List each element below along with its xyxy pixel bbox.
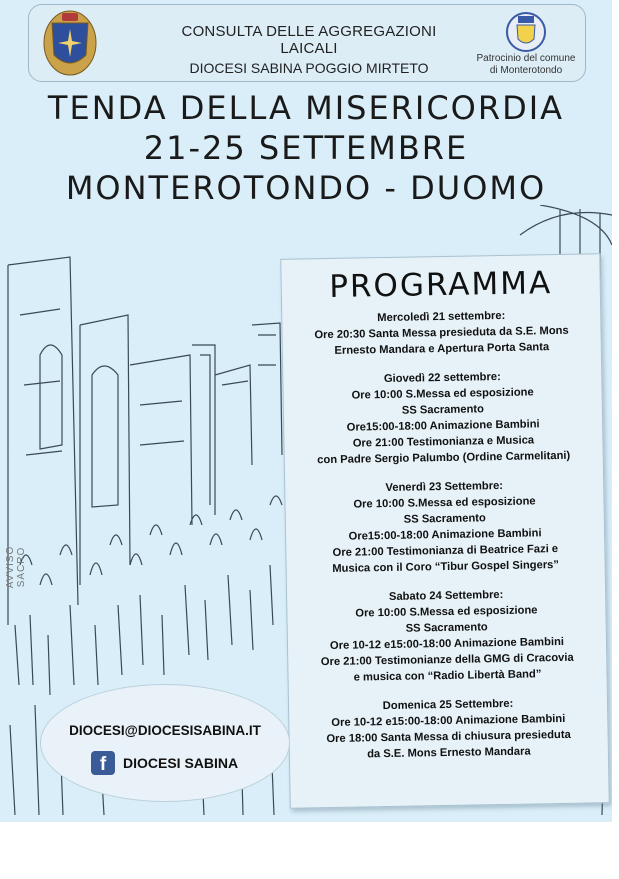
program-line: Ore 21:00 Testimonianza di Beatrice Fazi e <box>332 543 559 559</box>
program-line: Ernesto Mandara e Apertura Porta Santa <box>334 341 550 357</box>
program-day-date: Venerdì 23 Settembre: <box>385 479 504 495</box>
municipality-crest-icon <box>505 11 547 53</box>
program-day <box>285 476 605 578</box>
patronage-text <box>461 53 591 77</box>
program-line: Musica con il Coro “Tibur Gospel Singers” <box>332 559 560 575</box>
title-line-1: TENDA DELLA MISERICORDIA <box>47 89 565 127</box>
program-day <box>289 694 608 764</box>
program-line: Ore 10:00 S.Messa ed esposizione <box>353 495 536 511</box>
patronage-line-1: Patrocinio del comune <box>476 53 576 64</box>
program-line: SS Sacramento <box>405 621 488 635</box>
program-line: Ore15:00-18:00 Animazione Bambini <box>346 418 540 434</box>
program-line: con Padre Sergio Palumbo (Ordine Carmelitani) <box>317 449 571 467</box>
program-day-date: Sabato 24 Settembre: <box>388 588 504 603</box>
program-line: SS Sacramento <box>401 403 485 417</box>
program-day <box>283 367 603 469</box>
program-line: SS Sacramento <box>403 512 486 526</box>
organization-name <box>159 23 459 76</box>
program-line: Ore 21:00 Testimonianza e Musica <box>352 434 535 450</box>
program-day-date: Domenica 25 Settembre: <box>382 697 514 713</box>
side-label: AVVISO SACRO <box>5 545 27 589</box>
program-day-date: Mercoledì 21 settembre: <box>377 309 506 325</box>
program-line: Ore 18:00 Santa Messa di chiusura presieduta <box>326 728 571 746</box>
program-line: da S.E. Mons Ernesto Mandara <box>367 745 531 761</box>
organization-line-1: CONSULTA DELLE AGGREGAZIONI LAICALI <box>181 23 437 57</box>
title-line-3: MONTEROTONDO - DUOMO <box>65 169 547 207</box>
program-line: Ore 10:00 S.Messa ed esposizione <box>355 604 538 620</box>
program-day <box>282 306 601 360</box>
program-line: Ore 10-12 e15:00-18:00 Animazione Bambini <box>329 635 565 653</box>
diocese-crest-icon <box>42 9 98 77</box>
patronage-line-2: di Monterotondo <box>489 65 563 76</box>
program-day-date: Giovedì 22 settembre: <box>383 371 501 386</box>
contact-oval <box>40 684 290 802</box>
program-heading: PROGRAMMA <box>328 265 553 305</box>
email-link[interactable]: DIOCESI@DIOCESISABINA.IT <box>69 723 261 738</box>
facebook-label[interactable]: DIOCESI SABINA <box>123 755 239 771</box>
header-box <box>28 4 586 82</box>
program-line: Ore15:00-18:00 Animazione Bambini <box>348 527 542 543</box>
program-line: Ore 21:00 Testimonianze della GMG di Cracovia <box>320 651 574 669</box>
facebook-icon[interactable]: f <box>91 751 115 775</box>
program-day <box>287 585 607 687</box>
program-line: e musica con “Radio Libertà Band” <box>353 668 542 684</box>
program-panel <box>280 253 610 809</box>
program-line: Ore 20:30 Santa Messa presieduta da S.E. Mons <box>314 324 569 342</box>
program-line: Ore 10:00 S.Messa ed esposizione <box>351 386 534 402</box>
event-title <box>0 88 612 208</box>
program-line: Ore 10-12 e15:00-18:00 Animazione Bambini <box>331 712 566 730</box>
title-line-2: 21-25 SETTEMBRE <box>143 129 469 167</box>
organization-line-2: DIOCESI SABINA POGGIO MIRTETO <box>189 60 429 76</box>
